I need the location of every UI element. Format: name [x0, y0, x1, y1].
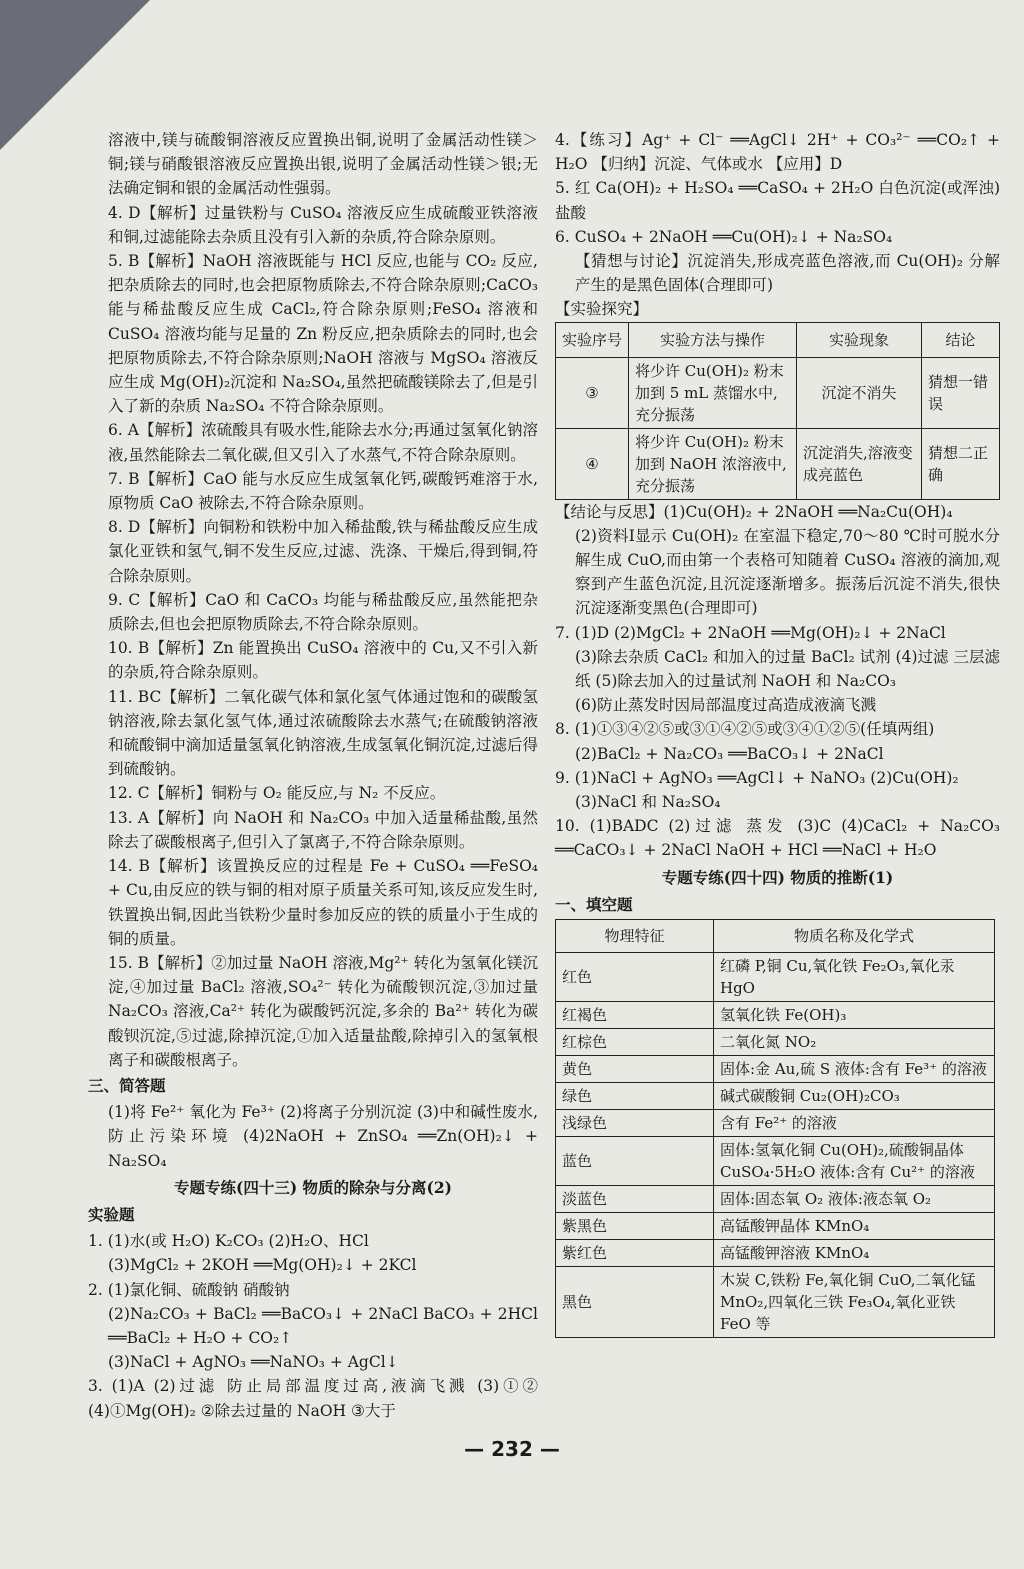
answer-item: 10. B【解析】Zn 能置换出 CuSO₄ 溶液中的 Cu,又不引入新的杂质,符合除杂原则。 — [108, 639, 538, 682]
table-cell: 紫黑色 — [556, 1213, 714, 1240]
answer-line: (3)NaCl 和 Na₂SO₄ — [575, 793, 721, 812]
table-cell: 黑色 — [556, 1267, 714, 1338]
table-row — [556, 1186, 995, 1213]
table-row — [556, 428, 1000, 499]
answer-item: 14. B【解析】该置换反应的过程是 Fe + CuSO₄ ══FeSO₄ + Cu,由反应的铁与铜的相对原子质量关系可知,该反应发生时,铁置换出铜,因此当铁粉少量时参加反应的铁的质量小于生成的铜的质量。 — [108, 857, 538, 948]
table-cell: 紫红色 — [556, 1240, 714, 1267]
table-row — [556, 357, 1000, 428]
answer-item: (1)将 Fe²⁺ 氧化为 Fe³⁺ (2)将离子分别沉淀 (3)中和碱性废水,防止污染环境 (4)2NaOH + ZnSO₄ ══Zn(OH)₂↓ + Na₂SO₄ — [108, 1103, 538, 1170]
table-row — [556, 953, 995, 1002]
answer-item: 11. BC【解析】二氧化碳气体和氯化氢气体通过饱和的碳酸氢钠溶液,除去氯化氢气体,通过浓硫酸除去水蒸气;在硫酸钠溶液和硫酸铜中滴加适量氢氧化钠溶液,生成氢氧化铜沉淀,过滤后得到硫酸钠。 — [108, 687, 538, 779]
table-cell: 猜想一错误 — [922, 357, 1000, 428]
property-table — [555, 919, 995, 1338]
table-header: 结论 — [922, 322, 1000, 357]
table-row — [556, 1083, 995, 1110]
table-cell: 沉淀消失,溶液变成亮蓝色 — [797, 428, 922, 499]
section-title: 专题专练(四十四) 物质的推断(1) — [661, 867, 894, 887]
table-cell: 二氧化氮 NO₂ — [714, 1029, 995, 1056]
table-row — [556, 1056, 995, 1083]
table-cell: 固体:氢氧化铜 Cu(OH)₂,硫酸铜晶体 CuSO₄·5H₂O 液体:含有 Cu²⁺ 的溶液 — [714, 1137, 995, 1186]
table-cell: 绿色 — [556, 1083, 714, 1110]
answer-line: 【结论与反思】(1)Cu(OH)₂ + 2NaOH ══Na₂Cu(OH)₄ — [555, 502, 953, 521]
answer-line: (2)Na₂CO₃ + BaCl₂ ══BaCO₃↓ + 2NaCl BaCO₃ + 2HCl ══BaCl₂ + H₂O + CO₂↑ — [108, 1304, 538, 1347]
answer-line: 5. 红 Ca(OH)₂ + H₂SO₄ ══CaSO₄ + 2H₂O 白色沉淀(或浑浊) 盐酸 — [555, 179, 1000, 222]
table-cell: 淡蓝色 — [556, 1186, 714, 1213]
answer-item: 15. B【解析】②加过量 NaOH 溶液,Mg²⁺ 转化为氢氧化镁沉淀,④加过量 BaCl₂ 溶液,SO₄²⁻ 转化为硫酸钡沉淀,③加过量 Na₂CO₃ 溶液,Ca²⁺ 转化为碳酸钙沉淀,多余的 Ba²⁺ 转化为碳酸钡沉淀,⑤过滤,除掉沉淀,①加入适量盐酸,除掉引入的氢氧根离子和碳酸根离子。 — [108, 953, 538, 1069]
table-cell: 高锰酸钾溶液 KMnO₄ — [714, 1240, 995, 1267]
right-column — [555, 128, 1000, 1338]
answer-line: 2. (1)氯化铜、硫酸钠 硝酸钠 — [88, 1280, 290, 1299]
left-column — [88, 128, 538, 1423]
answer-line: 6. CuSO₄ + 2NaOH ══Cu(OH)₂↓ + Na₂SO₄ — [555, 227, 893, 246]
answer-line: (3)MgCl₂ + 2KOH ══Mg(OH)₂↓ + 2KCl — [108, 1256, 417, 1275]
table-cell: 含有 Fe²⁺ 的溶液 — [714, 1110, 995, 1137]
table-header: 实验序号 — [556, 322, 629, 357]
table-cell: 高锰酸钾晶体 KMnO₄ — [714, 1213, 995, 1240]
table-cell: 将少许 Cu(OH)₂ 粉末加到 NaOH 浓溶液中,充分振荡 — [629, 428, 797, 499]
table-cell: ③ — [556, 357, 629, 428]
table-header: 物质名称及化学式 — [714, 920, 995, 953]
table-cell: 猜想二正确 — [922, 428, 1000, 499]
table-cell: 沉淀不消失 — [797, 357, 922, 428]
answer-item: 7. B【解析】CaO 能与水反应生成氢氧化钙,碳酸钙难溶于水,原物质 CaO 被除去,不符合除杂原则。 — [108, 469, 538, 513]
experiment-table — [555, 322, 1000, 500]
table-header-row — [556, 322, 1000, 357]
table-row — [556, 1029, 995, 1056]
table-cell: 红褐色 — [556, 1002, 714, 1029]
answer-line: 1. (1)水(或 H₂O) K₂CO₃ (2)H₂O、HCl — [88, 1232, 369, 1251]
answer-line: 7. (1)D (2)MgCl₂ + 2NaOH ══Mg(OH)₂↓ + 2NaCl — [555, 623, 946, 642]
table-header-row — [556, 920, 995, 953]
answer-line: (6)防止蒸发时因局部温度过高造成液滴飞溅 — [575, 696, 876, 715]
page-number: — 232 — — [464, 1437, 560, 1461]
table-cell: 浅绿色 — [556, 1110, 714, 1137]
section-heading: 实验题 — [88, 1204, 135, 1224]
table-cell: 固体:固态氧 O₂ 液体:液态氧 O₂ — [714, 1186, 995, 1213]
table-header: 物理特征 — [556, 920, 714, 953]
section-title: 专题专练(四十三) 物质的除杂与分离(2) — [173, 1177, 453, 1197]
answer-line: 【实验探究】 — [555, 300, 649, 319]
table-cell: 氢氧化铁 Fe(OH)₃ — [714, 1002, 995, 1029]
answer-line: (3)除去杂质 CaCl₂ 和加入的过量 BaCl₂ 试剂 (4)过滤 三层滤纸 (5)除去加入的过量试剂 NaOH 和 Na₂CO₃ — [575, 647, 1000, 691]
answer-item: 6. A【解析】浓硫酸具有吸水性,能除去水分;再通过氢氧化钠溶液,虽然能除去二氧化碳,但又引入了水蒸气,不符合除杂原则。 — [108, 421, 538, 464]
table-row — [556, 1110, 995, 1137]
answer-line: 10. (1)BADC (2)过滤 蒸发 (3)C (4)CaCl₂ + Na₂CO₃ ══CaCO₃↓ + 2NaCl NaOH + HCl ══NaCl + H₂O — [555, 817, 1000, 860]
table-cell: 红磷 P,铜 Cu,氧化铁 Fe₂O₃,氧化汞 HgO — [714, 953, 995, 1002]
table-cell: 红棕色 — [556, 1029, 714, 1056]
table-row — [556, 1002, 995, 1029]
table-cell: 蓝色 — [556, 1137, 714, 1186]
answer-item: 12. C【解析】铜粉与 O₂ 能反应,与 N₂ 不反应。 — [108, 784, 446, 803]
section-heading: 一、填空题 — [555, 894, 633, 914]
answer-line: (3)NaCl + AgNO₃ ══NaNO₃ + AgCl↓ — [108, 1353, 399, 1372]
table-row — [556, 1213, 995, 1240]
answer-line: 8. (1)①③④②⑤或③①④②⑤或③④①②⑤(任填两组) — [555, 720, 935, 739]
table-cell: 木炭 C,铁粉 Fe,氧化铜 CuO,二氧化锰 MnO₂,四氧化三铁 Fe₃O₄,氧化亚铁 FeO 等 — [714, 1267, 995, 1338]
table-header: 实验方法与操作 — [629, 322, 797, 357]
table-cell: 黄色 — [556, 1056, 714, 1083]
table-header: 实验现象 — [797, 322, 922, 357]
table-cell: 红色 — [556, 953, 714, 1002]
table-cell: ④ — [556, 428, 629, 499]
answer-item: 4. D【解析】过量铁粉与 CuSO₄ 溶液反应生成硫酸亚铁溶液和铜,过滤能除去杂质且没有引入新的杂质,符合除杂原则。 — [108, 203, 538, 246]
answer-line: 4.【练习】Ag⁺ + Cl⁻ ══AgCl↓ 2H⁺ + CO₃²⁻ ══CO₂↑ + H₂O 【归纳】沉淀、气体或水 【应用】D — [555, 131, 1000, 174]
answer-line: 3. (1)A (2)过滤 防止局部温度过高,液滴飞溅 (3)①② (4)①Mg(OH)₂ ②除去过量的 NaOH ③大于 — [88, 1377, 538, 1420]
table-cell: 碱式碳酸铜 Cu₂(OH)₂CO₃ — [714, 1083, 995, 1110]
table-row — [556, 1137, 995, 1186]
answer-item: 5. B【解析】NaOH 溶液既能与 HCl 反应,也能与 CO₂ 反应,把杂质除去的同时,也会把原物质除去,不符合除杂原则;CaCO₃ 能与稀盐酸反应生成 CaCl₂,符合除杂原则;FeSO₄ 溶液和 CuSO₄ 溶液均能与足量的 Zn 粉反应,把杂质除去的同时,也会把原物质除去,不符合除杂原则;NaOH 溶液与 MgSO₄ 溶液反应生成 Mg(OH)₂沉淀和 Na₂SO₄,虽然把硫酸镁除去了,但是引入了新的杂质 Na₂SO₄ 不符合除杂原则。 — [108, 252, 538, 416]
answer-item: 溶液中,镁与硫酸铜溶液反应置换出铜,说明了金属活动性镁＞铜;镁与硝酸银溶液反应置换出银,说明了金属活动性镁＞银;无法确定铜和银的金属活动性强弱。 — [108, 131, 538, 198]
answer-item: 9. C【解析】CaO 和 CaCO₃ 均能与稀盐酸反应,虽然能把杂质除去,但也会把原物质除去,不符合除杂原则。 — [108, 590, 538, 634]
table-cell: 固体:金 Au,硫 S 液体:含有 Fe³⁺ 的溶液 — [714, 1056, 995, 1083]
table-cell: 将少许 Cu(OH)₂ 粉末加到 5 mL 蒸馏水中,充分振荡 — [629, 357, 797, 428]
answer-line: 【猜想与讨论】沉淀消失,形成亮蓝色溶液,而 Cu(OH)₂ 分解产生的是黑色固体(合理即可) — [575, 252, 1000, 295]
table-row — [556, 1267, 995, 1338]
answer-line: 9. (1)NaCl + AgNO₃ ══AgCl↓ + NaNO₃ (2)Cu(OH)₂ — [555, 768, 959, 787]
section-heading: 三、简答题 — [88, 1075, 166, 1095]
answer-item: 8. D【解析】向铜粉和铁粉中加入稀盐酸,铁与稀盐酸反应生成氯化亚铁和氢气,铜不发生反应,过滤、洗涤、干燥后,得到铜,符合除杂原则。 — [108, 518, 538, 585]
answer-line: (2)BaCl₂ + Na₂CO₃ ══BaCO₃↓ + 2NaCl — [575, 744, 884, 763]
answer-item: 13. A【解析】向 NaOH 和 Na₂CO₃ 中加入适量稀盐酸,虽然除去了碳酸根离子,但引入了氯离子,不符合除杂原则。 — [108, 808, 538, 851]
answer-line: (2)资料Ⅰ显示 Cu(OH)₂ 在室温下稳定,70～80 ℃时可脱水分解生成 CuO,而由第一个表格可知随着 CuSO₄ 溶液的滴加,观察到产生蓝色沉淀,且沉淀逐渐增多。振荡后沉淀不消失,很快沉淀逐渐变黑色(合理即可) — [575, 526, 1000, 618]
table-row — [556, 1240, 995, 1267]
